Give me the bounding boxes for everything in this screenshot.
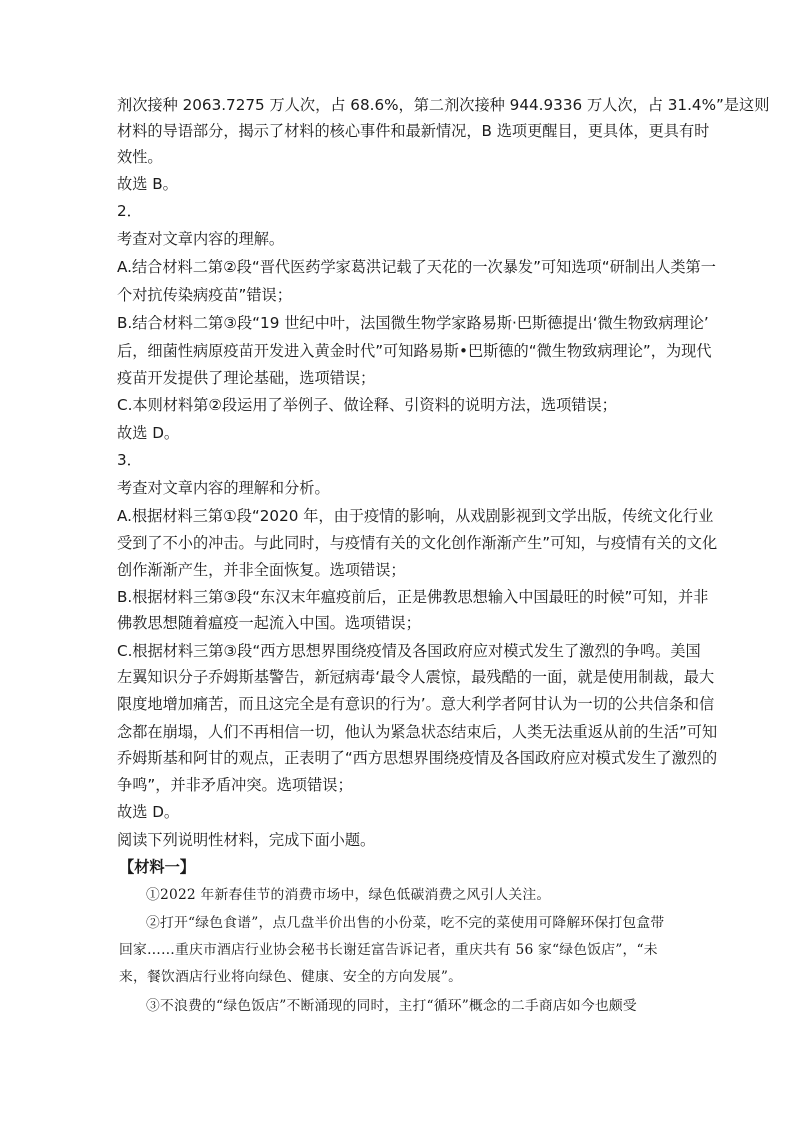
answer-line: 个对抗传染病疫苗”错误； [117,286,292,304]
material-paragraph: 来，餐饮酒店行业将向绿色、健康、安全的方向发展”。 [119,969,463,985]
answer-line: 考查对文章内容的理解。 [117,230,285,248]
material-paragraph: 回家……重庆市酒店行业协会秘书长谢廷富告诉记者，重庆共有 56 家“绿色饭店”，“未 [119,942,658,958]
question-number: 2． [117,202,142,220]
instruction-line: 阅读下列说明性材料，完成下面小题。 [117,831,376,849]
answer-line: 争鸣”，并非矛盾冲突。选项错误； [117,776,353,794]
answer-line: 材料的导语部分，揭示了材料的核心事件和最新情况，B 选项更醒目，更具体，更具有时 [117,122,710,140]
answer-line: B.结合材料二第③段“19 世纪中叶，法国微生物学家路易斯·巴斯德提出‘微生物致病理论’ [117,314,709,332]
answer-line: 故选 B。 [117,175,178,193]
question-number: 3． [117,451,142,469]
answer-line: 念都在崩塌，人们不再相信一切，他认为紧急状态结束后，人类无法重返从前的生活”可知 [117,723,718,741]
answer-line: A.根据材料三第①段“2020 年，由于疫情的影响，从戏剧影视到文学出版，传统文化行业 [117,507,714,525]
answer-line: 左翼知识分子乔姆斯基警告，新冠病毒‘最令人震惊，最残酷的一面，就是使用制裁，最大 [117,668,715,686]
answer-line: C.根据材料三第③段“西方思想界围绕疫情及各国政府应对模式发生了激烈的争鸣。美国 [117,642,701,660]
answer-line: 故选 D。 [117,424,180,442]
answer-line: 受到了不小的冲击。与此同时，与疫情有关的文化创作渐渐产生”可知，与疫情有关的文化 [117,534,718,552]
material-heading: 【材料一】 [119,858,195,876]
answer-line: 考查对文章内容的理解和分析。 [117,479,330,497]
material-paragraph: ①2022 年新春佳节的消费市场中，绿色低碳消费之风引人关注。 [146,887,551,903]
answer-line: C.本则材料第②段运用了举例子、做诠释、引资料的说明方法，选项错误； [117,396,617,414]
answer-line: 疫苗开发提供了理论基础，选项错误； [117,369,376,387]
answer-line: 剂次接种 2063.7275 万人次，占 68.6%，第二剂次接种 944.9336 万人次，占 31.4%”是这则 [117,96,770,114]
answer-line: 故选 D。 [117,803,180,821]
answer-line: 后，细菌性病原疫苗开发进入黄金时代”可知路易斯•巴斯德的“微生物致病理论”，为现代 [117,342,712,360]
material-paragraph: ③不浪费的“绿色饭店”不断涌现的同时，主打“循环”概念的二手商店如今也颇受 [146,998,637,1014]
answer-line: B.根据材料三第③段“东汉末年瘟疫前后，正是佛教思想输入中国最旺的时候”可知，并非 [117,588,709,606]
answer-line: 限度地增加痛苦，而且这完全是有意识的行为’。意大利学者阿甘认为一切的公共信条和信 [117,695,715,713]
answer-line: 乔姆斯基和阿甘的观点，正表明了“西方思想界围绕疫情及各国政府应对模式发生了激烈的 [117,749,718,767]
answer-line: 效性。 [117,148,163,166]
material-paragraph: ②打开“绿色食谱”，点几盘半价出售的小份菜，吃不完的菜使用可降解环保打包盒带 [146,915,665,931]
answer-line: 创作渐渐产生，并非全面恢复。选项错误； [117,561,406,579]
answer-line: 佛教思想随着瘟疫一起流入中国。选项错误； [117,614,421,632]
answer-line: A.结合材料二第②段“晋代医药学家葛洪记载了天花的一次暴发”可知选项“研制出人类第一 [117,258,716,276]
